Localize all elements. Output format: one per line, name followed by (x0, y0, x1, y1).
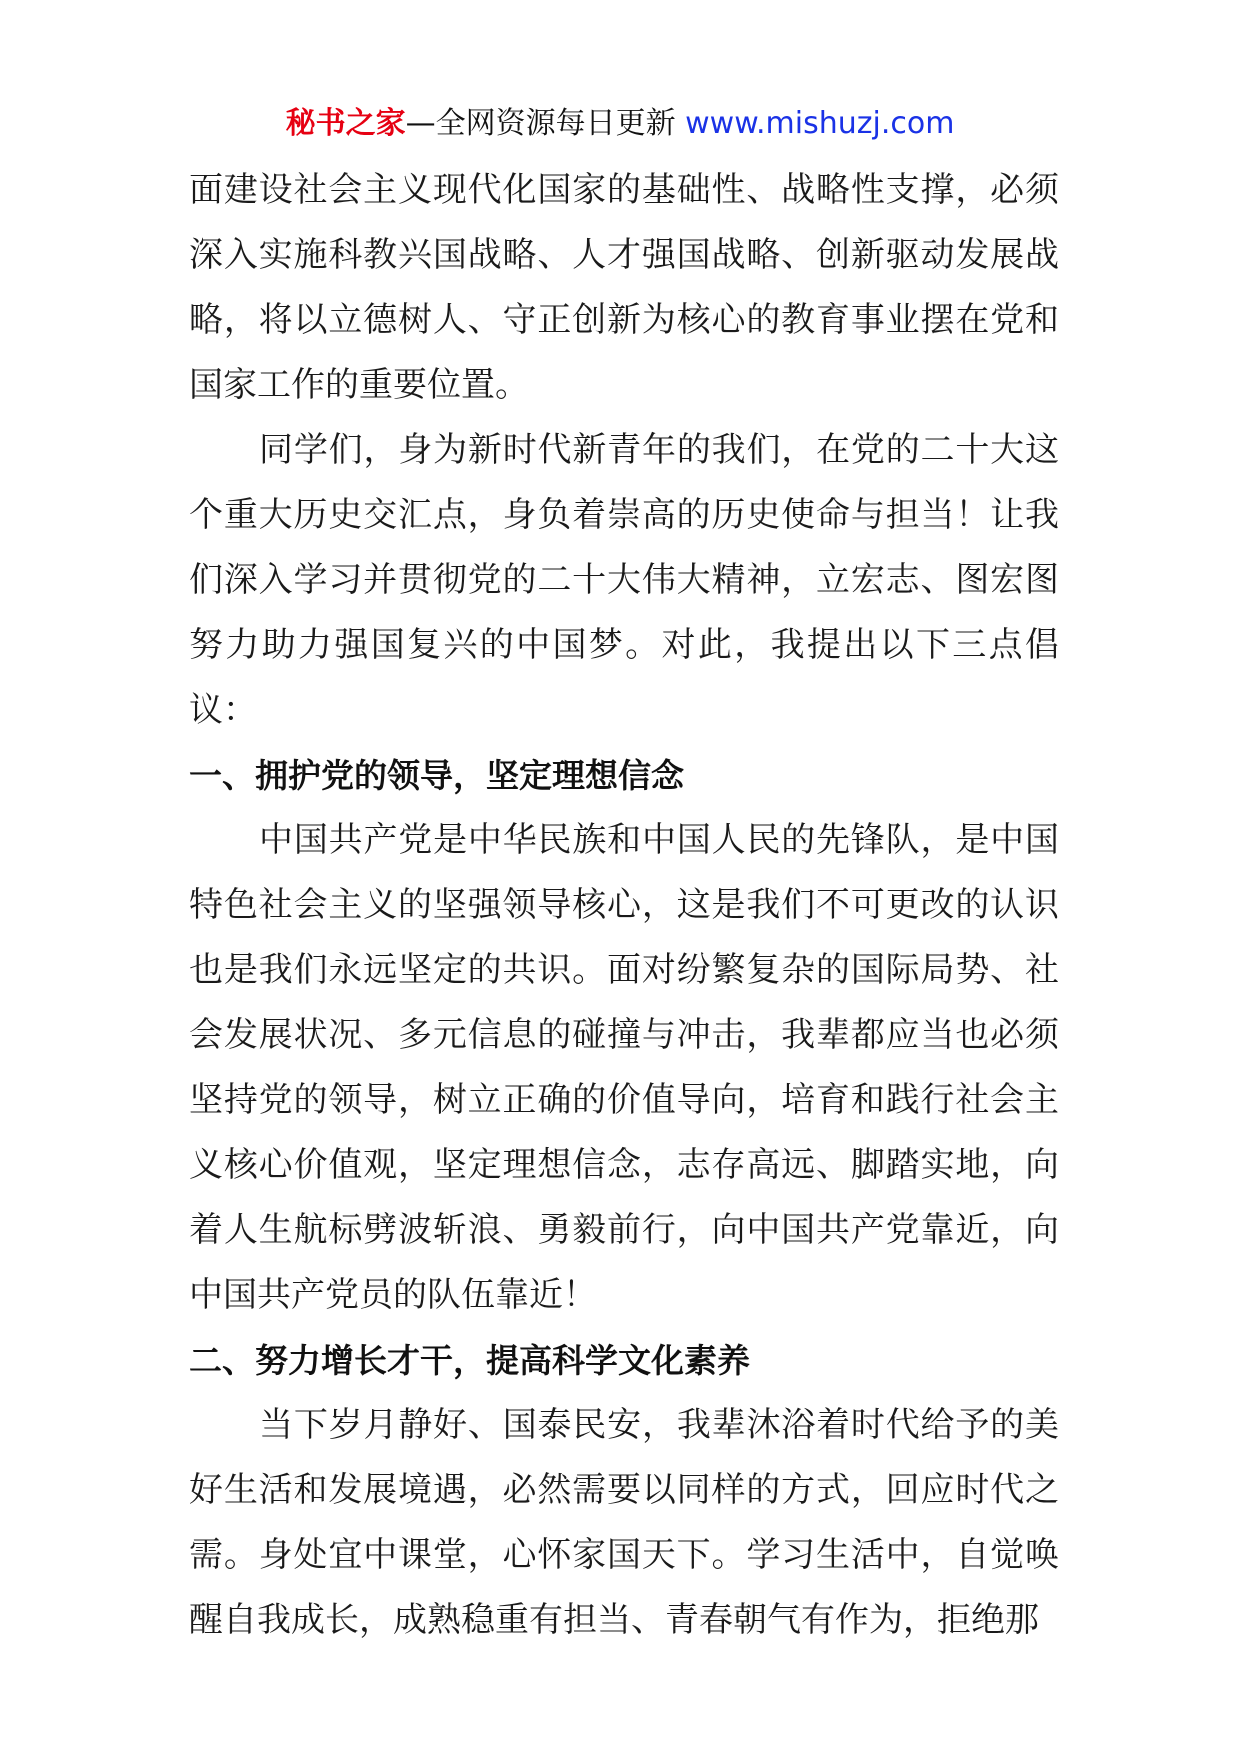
section-heading-2: 二、努力增长才干，提高科学文化素养 (189, 1341, 750, 1380)
header-brand: 秘书之家 (285, 106, 406, 141)
page-header (0, 100, 1240, 148)
document-body (189, 158, 1059, 1653)
paragraph-3: 中国共产党是中华民族和中国人民的先锋队，是中国特色社会主义的坚强领导核心，这是我们不可更改的认识也是我们永远坚定的共识。面对纷繁复杂的国际局势、社会发展状况、多元信息的碰撞与冲击，我辈都应当也必须坚持党的领导，树立正确的价值导向，培育和践行社会主义核心价值观，坚定理想信念，志存高远、脚踏实地，向着人生航标劈波斩浪、勇毅前行，向中国共产党靠近，向中国共产党员的队伍靠近！ (189, 820, 1059, 1315)
paragraph-4: 当下岁月静好、国泰民安，我辈沐浴着时代给予的美好生活和发展境遇，必然需要以同样的方式，回应时代之需。身处宜中课堂，心怀家国天下。学习生活中，自觉唤醒自我成长，成熟稳重有担当、青春朝气有作为，拒绝那 (189, 1405, 1059, 1640)
header-tagline: —全网资源每日更新 (405, 106, 676, 141)
paragraph-2: 同学们，身为新时代新青年的我们，在党的二十大这个重大历史交汇点，身负着崇高的历史使命与担当！让我们深入学习并贯彻党的二十大伟大精神，立宏志、图宏图努力助力强国复兴的中国梦。对此，我提出以下三点倡议： (189, 430, 1059, 730)
section-heading-1: 一、拥护党的领导，坚定理想信念 (189, 756, 684, 795)
paragraph-1: 面建设社会主义现代化国家的基础性、战略性支撑，必须深入实施科教兴国战略、人才强国战略、创新驱动发展战略，将以立德树人、守正创新为核心的教育事业摆在党和国家工作的重要位置。 (189, 170, 1059, 405)
header-url-link[interactable]: www.mishuzj.com (685, 106, 955, 141)
